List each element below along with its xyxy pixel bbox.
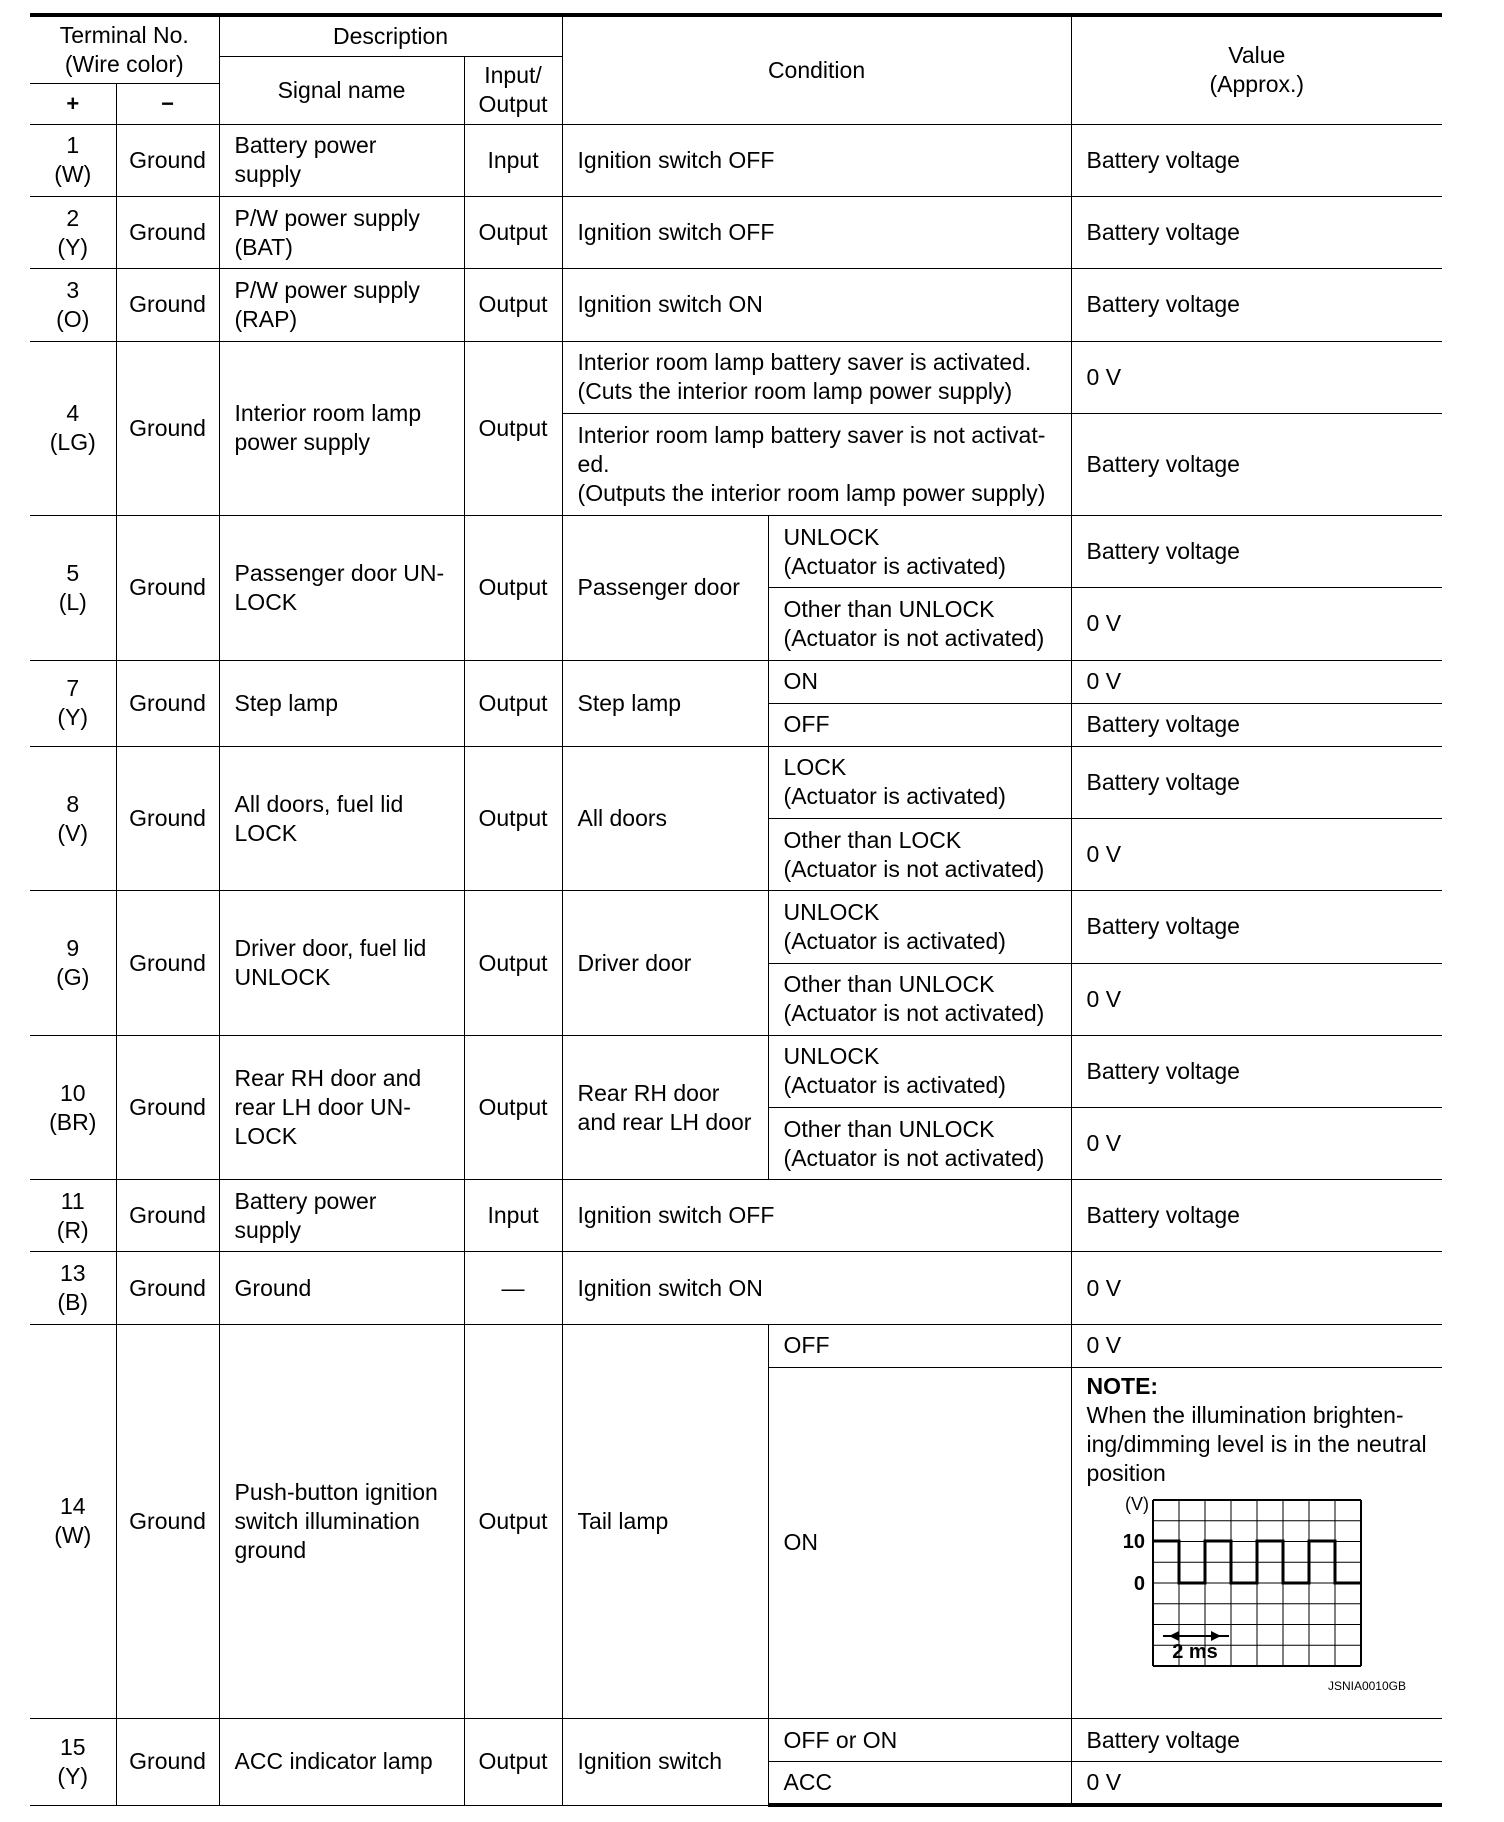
condition-state: UNLOCK (Actuator is activated) [768,516,1071,588]
signal-name: Battery power supply [219,1180,464,1252]
condition: Ignition switch [562,1719,768,1805]
condition: Ignition switch ON [562,1252,1071,1324]
value: Battery voltage [1071,516,1442,588]
value: 0 V [1071,341,1442,413]
condition: Ignition switch OFF [562,197,1071,269]
negative-terminal: Ground [116,891,219,1035]
negative-terminal: Ground [116,1180,219,1252]
negative-terminal: Ground [116,1719,219,1805]
io-type: Output [464,891,562,1035]
condition-state: OFF or ON [768,1719,1071,1762]
value: 0 V [1071,1108,1442,1180]
table-row [30,660,1442,703]
io-type: Output [464,197,562,269]
signal-name: Driver door, fuel lid UNLOCK [219,891,464,1035]
io-type: Output [464,341,562,516]
negative-terminal: Ground [116,197,219,269]
value: 0 V [1071,1324,1442,1367]
table-row [30,341,1442,413]
condition-state: ON [768,660,1071,703]
condition-header: Condition [562,15,1071,124]
condition: Ignition switch OFF [562,1180,1071,1252]
io-type: Output [464,746,562,890]
table-row [30,124,1442,196]
waveform-chart [1087,1494,1427,1694]
value: Battery voltage [1071,1035,1442,1107]
table-row [30,1324,1442,1367]
terminal-number: 5 (L) [30,516,116,660]
condition-state: Other than LOCK (Actuator is not activated) [768,819,1071,891]
description-header: Description [219,15,562,56]
value: Battery voltage [1071,124,1442,196]
table-row [30,1035,1442,1107]
signal-name: Step lamp [219,660,464,746]
negative-terminal: Ground [116,1252,219,1324]
condition: Passenger door [562,516,768,660]
terminal-number: 2 (Y) [30,197,116,269]
negative-terminal: Ground [116,341,219,516]
terminal-number: 9 (G) [30,891,116,1035]
y-axis-unit: (V) [1124,1493,1149,1514]
condition-state: UNLOCK (Actuator is activated) [768,891,1071,963]
condition: Driver door [562,891,768,1035]
y-tick-low: 0 [1133,1572,1145,1595]
terminal-number: 13 (B) [30,1252,116,1324]
io-type: — [464,1252,562,1324]
time-scale-label: 2 ms [1171,1640,1218,1663]
arrow-head [1169,1631,1179,1641]
io-type: Output [464,516,562,660]
negative-terminal: Ground [116,516,219,660]
terminal-number: 4 (LG) [30,341,116,516]
negative-terminal: Ground [116,660,219,746]
terminal-header: Terminal No. (Wire color) [30,15,219,83]
note-title: NOTE: [1086,1372,1159,1399]
terminal-number: 1 (W) [30,124,116,196]
signal-name: Passenger door UN- LOCK [219,516,464,660]
minus-header: − [116,83,219,124]
terminal-number: 3 (O) [30,269,116,341]
value: 0 V [1071,963,1442,1035]
terminal-number: 15 (Y) [30,1719,116,1805]
condition: Rear RH door and rear LH door [562,1035,768,1179]
value: Battery voltage [1071,746,1442,818]
signal-name: All doors, fuel lid LOCK [219,746,464,890]
terminal-table [30,13,1442,1807]
negative-terminal: Ground [116,1035,219,1179]
value: Battery voltage [1071,891,1442,963]
condition: Step lamp [562,660,768,746]
io-type: Output [464,660,562,746]
signal-name: Ground [219,1252,464,1324]
signal-name: Rear RH door and rear LH door UN- LOCK [219,1035,464,1179]
io-type: Output [464,1035,562,1179]
value: Battery voltage [1071,1719,1442,1762]
negative-terminal: Ground [116,746,219,890]
value: 0 V [1071,660,1442,703]
signal-name: Push-button ignition switch illumination ground [219,1324,464,1718]
signal-name: P/W power supply (BAT) [219,197,464,269]
value: Battery voltage [1071,269,1442,341]
io-type: Output [464,1719,562,1805]
terminal-number: 8 (V) [30,746,116,890]
io-type: Output [464,269,562,341]
condition-state: ACC [768,1762,1071,1805]
io-type: Input [464,1180,562,1252]
table-row [30,516,1442,588]
terminal-number: 10 (BR) [30,1035,116,1179]
condition-state: OFF [768,1324,1071,1367]
table-row [30,891,1442,963]
value: 0 V [1071,819,1442,891]
signal-name: Interior room lamp power supply [219,341,464,516]
terminal-number: 14 (W) [30,1324,116,1718]
io-header: Input/ Output [464,56,562,124]
condition-state: Other than UNLOCK (Actuator is not activated) [768,1108,1071,1180]
condition-state: Other than UNLOCK (Actuator is not activated) [768,588,1071,660]
io-type: Input [464,124,562,196]
signal-name-header: Signal name [219,56,464,124]
signal-name: P/W power supply (RAP) [219,269,464,341]
io-type: Output [464,1324,562,1718]
value: Battery voltage [1071,703,1442,746]
value: Battery voltage [1071,1180,1442,1252]
value: Battery voltage [1071,197,1442,269]
condition-state: UNLOCK (Actuator is activated) [768,1035,1071,1107]
table-row [30,746,1442,818]
negative-terminal: Ground [116,124,219,196]
condition: Tail lamp [562,1324,768,1718]
value-note: NOTE: When the illumination brighten- ing/dimming level is in the neutral position (V) 10 0 2 ms JSNIA0010GB [1071,1367,1442,1718]
value-header: Value (Approx.) [1071,15,1442,124]
value: 0 V [1071,1252,1442,1324]
plus-header: + [30,83,116,124]
condition-state: ON [768,1367,1071,1718]
table-row [30,1719,1442,1762]
condition-state: Other than UNLOCK (Actuator is not activated) [768,963,1071,1035]
arrow-head [1211,1631,1221,1641]
y-tick-high: 10 [1122,1530,1145,1553]
value: 0 V [1071,1762,1442,1805]
condition-state: LOCK (Actuator is activated) [768,746,1071,818]
table-row [30,1180,1442,1252]
negative-terminal: Ground [116,1324,219,1718]
condition: Interior room lamp battery saver is activated. (Cuts the interior room lamp power supply) [562,341,1071,413]
terminal-number: 7 (Y) [30,660,116,746]
condition: All doors [562,746,768,890]
table-row [30,269,1442,341]
condition: Interior room lamp battery saver is not activat- ed. (Outputs the interior room lamp power supply) [562,413,1071,515]
table-row [30,1252,1442,1324]
figure-id: JSNIA0010GB [1327,1678,1406,1693]
condition: Ignition switch ON [562,269,1071,341]
terminal-number: 11 (R) [30,1180,116,1252]
value: 0 V [1071,588,1442,660]
condition-state: OFF [768,703,1071,746]
signal-name: Battery power supply [219,124,464,196]
table-row [30,197,1442,269]
value: Battery voltage [1071,413,1442,515]
condition: Ignition switch OFF [562,124,1071,196]
negative-terminal: Ground [116,269,219,341]
signal-name: ACC indicator lamp [219,1719,464,1805]
